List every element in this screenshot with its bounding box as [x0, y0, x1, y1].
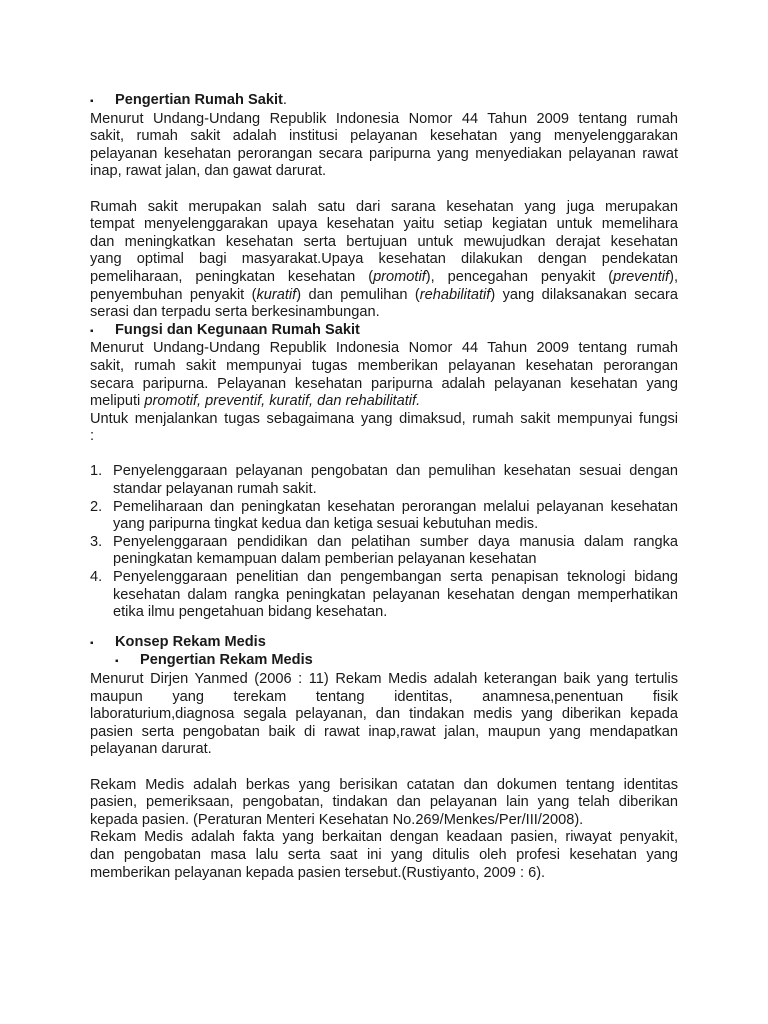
text-line: Rekam Medis adalah fakta yang berkaitan dengan keadaan pasien, riwayat penyakit, [90, 829, 678, 846]
text-line: Penyelenggaraan pelayanan pengobatan dan pemulihan kesehatan sesuai dengan [113, 463, 678, 480]
text-line: penyembuhan penyakit (kuratif) dan pemulihan (rehabilitatif) yang dilaksanakan secara [90, 286, 678, 303]
heading-suffix: . [282, 92, 287, 108]
text-line: laboraturium,diagnosa segala pelayanan, dan tindakan medis yang diberikan kepada [90, 706, 678, 723]
section-heading-konsep-rekam-medis [90, 634, 678, 653]
text-line: : [90, 428, 95, 445]
text-line: Menurut Dirjen Yanmed (2006 : 11) Rekam Medis adalah keterangan baik yang tertulis [90, 671, 678, 687]
text-line: Untuk menjalankan tugas sebagaimana yang dimaksud, rumah sakit mempunyai fungsi [90, 410, 678, 427]
list-number: 4. [90, 569, 103, 586]
function-list [90, 463, 678, 621]
paragraph-dirjen-yanmed [90, 671, 678, 759]
text-line: sakit, rumah sakit adalah institusi pelayanan kesehatan yang menyelenggarakan [90, 128, 678, 145]
list-item [90, 463, 678, 498]
list-item [90, 569, 678, 622]
heading-text: Fungsi dan Kegunaan Rumah Sakit [115, 321, 360, 338]
text-line: inap, rawat jalan, dan gawat darurat. [90, 163, 327, 180]
text-line: pasien, pemeriksaan, pengobatan, tindakan dan pelayanan lain yang telah diberikan [90, 794, 678, 811]
paragraph-permenkes [90, 777, 678, 830]
text-line: pelayanan kesehatan perorangan secara paripurna yang menyediakan pelayanan rawat [90, 145, 678, 162]
text-line: pasien serta pengobatan baik di rawat inap,rawat jalan, maupun yang mendapatkan [90, 723, 678, 740]
text-line: meliputi promotif, preventif, kuratif, dan rehabilitatif. [90, 393, 421, 410]
subsection-heading-pengertian-rekam-medis [90, 652, 678, 671]
bullet-icon: ▪ [90, 637, 94, 649]
text-line: Menurut Undang-Undang Republik Indonesia Nomor 44 Tahun 2009 tentang rumah [90, 110, 678, 127]
text-line: Menurut Undang-Undang Republik Indonesia Nomor 44 Tahun 2009 tentang rumah [90, 340, 678, 357]
section-heading-fungsi-kegunaan [90, 322, 678, 341]
text-line: kesehatan dalam rangka peningkatan pelayanan kesehatan dengan memperhatikan [113, 586, 678, 603]
text-line: yang optimal bagi masyarakat.Upaya kesehatan dilakukan dengan pendekatan [90, 251, 678, 268]
text-line: yang paripurna tingkat kedua dan ketiga sesuai kebutuhan medis. [113, 516, 539, 533]
text-line: Penyelenggaraan pendidikan dan pelatihan sumber daya manusia dalam rangka [113, 533, 678, 550]
document-body [90, 92, 678, 882]
paragraph-fungsi-intro [90, 411, 678, 446]
text-line: maupun yang terekam tentang identitas, anamnesa,penentuan fisik [90, 688, 678, 705]
text-line: tempat menyelenggarakan upaya kesehatan yaitu setiap kegiatan untuk memelihara [90, 216, 678, 233]
text-line: memberikan pelayanan kepada pasien tersebut.(Rustiyanto, 2009 : 6). [90, 864, 546, 881]
text-line: serasi dan terpadu serta berkesinambungan. [90, 304, 380, 321]
list-item [90, 534, 678, 569]
heading-text: Pengertian Rekam Medis [140, 652, 313, 669]
text-line: secara paripurna. Pelayanan kesehatan paripurna adalah pelayanan kesehatan yang [90, 375, 678, 392]
text-line: pemeliharaan, peningkatan kesehatan (promotif), pencegahan penyakit (preventif), [90, 268, 678, 285]
text-line: sakit, rumah sakit mempunyai tugas memberikan pelayanan kesehatan perorangan [90, 357, 678, 374]
text-line: Rekam Medis adalah berkas yang berisikan catatan dan dokumen tentang identitas [90, 776, 678, 793]
paragraph-sarana-kesehatan [90, 199, 678, 322]
bullet-icon: ▪ [90, 96, 94, 107]
heading-text: Pengertian Rumah Sakit [115, 92, 283, 108]
text-line: etika ilmu pengetahuan bidang kesehatan. [113, 604, 388, 621]
text-line: Pemeliharaan dan peningkatan kesehatan perorangan melalui pelayanan kesehatan [113, 498, 678, 515]
paragraph-definition [90, 111, 678, 181]
paragraph-rustiyanto [90, 829, 678, 882]
section-heading-pengertian-rumah-sakit [90, 92, 678, 111]
list-number: 2. [90, 498, 103, 515]
text-line: kepada pasien. (Peraturan Menteri Kesehatan No.269/Menkes/Per/III/2008). [90, 811, 584, 828]
text-line: dan meningkatkan kesehatan serta bertujuan untuk mewujudkan derajat kesehatan [90, 233, 678, 250]
list-number: 1. [90, 463, 103, 480]
bullet-icon: ▪ [90, 325, 94, 337]
list-item [90, 499, 678, 534]
text-line: Rumah sakit merupakan salah satu dari sarana kesehatan yang juga merupakan [90, 198, 678, 215]
text-line: pelayanan darurat. [90, 741, 212, 758]
list-number: 3. [90, 533, 103, 550]
bullet-icon: ▪ [115, 656, 119, 668]
text-line: peningkatan kemampuan dalam pemberian pelayanan kesehatan [113, 551, 537, 568]
text-line: dan pengobatan masa lalu serta saat ini yang ditulis oleh profesi kesehatan yang [90, 846, 678, 863]
text-line: standar pelayanan rumah sakit. [113, 481, 317, 498]
paragraph-tugas [90, 340, 678, 410]
heading-text: Konsep Rekam Medis [115, 633, 266, 650]
text-line: Penyelenggaraan penelitian dan pengembangan serta penapisan teknologi bidang [113, 569, 678, 586]
